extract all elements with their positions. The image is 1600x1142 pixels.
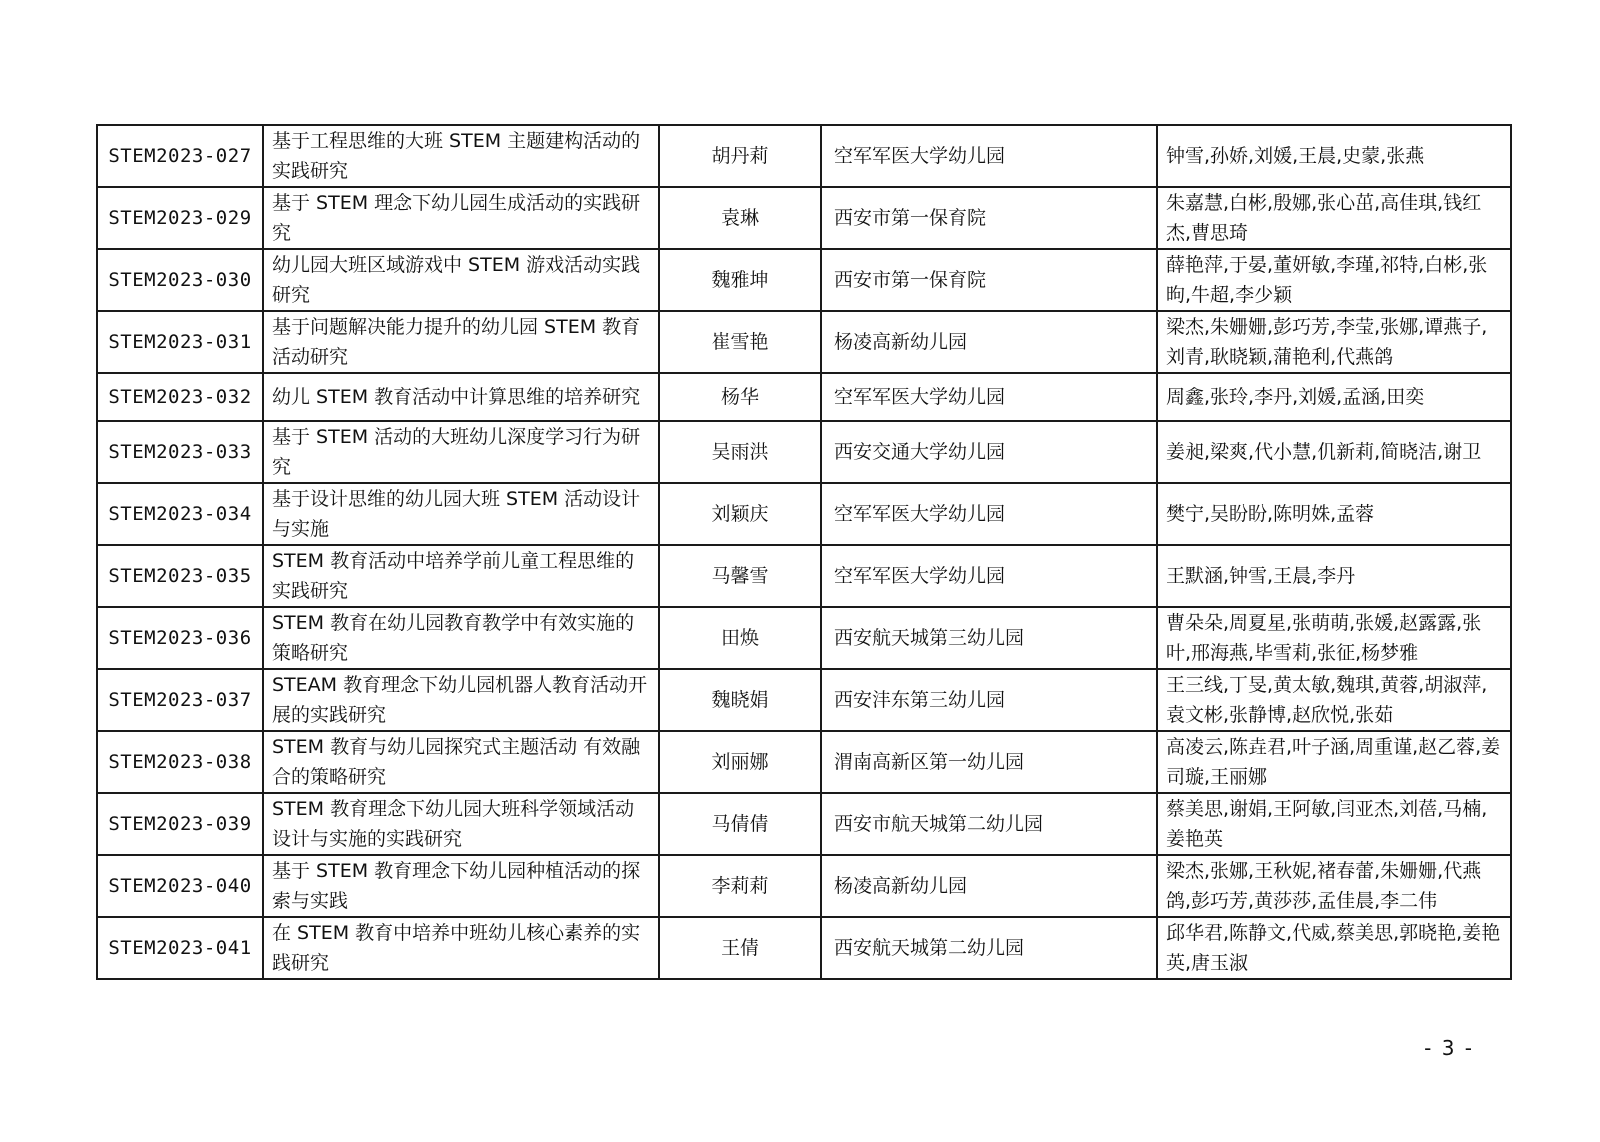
project-leader: 魏晓娟	[659, 669, 821, 731]
project-title: 基于 STEM 教育理念下幼儿园种植活动的探索与实践	[263, 855, 659, 917]
project-title: 基于 STEM 活动的大班幼儿深度学习行为研究	[263, 421, 659, 483]
project-title: 基于设计思维的幼儿园大班 STEM 活动设计与实施	[263, 483, 659, 545]
project-members: 钟雪,孙娇,刘媛,王晨,史蒙,张燕	[1157, 125, 1511, 187]
project-leader: 刘颖庆	[659, 483, 821, 545]
table-row	[97, 421, 1511, 483]
page-number: - 3 -	[1424, 1036, 1474, 1060]
project-unit: 西安市航天城第二幼儿园	[821, 793, 1157, 855]
project-unit: 杨凌高新幼儿园	[821, 311, 1157, 373]
project-unit: 空军军医大学幼儿园	[821, 373, 1157, 421]
project-members: 梁杰,朱姗姗,彭巧芳,李莹,张娜,谭燕子,刘青,耿晓颖,蒲艳利,代燕鸽	[1157, 311, 1511, 373]
project-title: STEM 教育与幼儿园探究式主题活动 有效融合的策略研究	[263, 731, 659, 793]
project-id: STEM2023-032	[97, 373, 263, 421]
project-leader: 魏雅坤	[659, 249, 821, 311]
project-id: STEM2023-034	[97, 483, 263, 545]
project-leader: 吴雨洪	[659, 421, 821, 483]
project-members: 蔡美思,谢娟,王阿敏,闫亚杰,刘蓓,马楠,姜艳英	[1157, 793, 1511, 855]
table-row	[97, 917, 1511, 979]
project-members: 朱嘉慧,白彬,殷娜,张心茁,高佳琪,钱红杰,曹思琦	[1157, 187, 1511, 249]
project-id: STEM2023-033	[97, 421, 263, 483]
project-title: STEAM 教育理念下幼儿园机器人教育活动开展的实践研究	[263, 669, 659, 731]
project-leader: 马倩倩	[659, 793, 821, 855]
project-id: STEM2023-040	[97, 855, 263, 917]
project-title: 基于 STEM 理念下幼儿园生成活动的实践研究	[263, 187, 659, 249]
project-table-body	[97, 125, 1511, 979]
project-id: STEM2023-030	[97, 249, 263, 311]
project-title: 基于问题解决能力提升的幼儿园 STEM 教育活动研究	[263, 311, 659, 373]
project-unit: 西安交通大学幼儿园	[821, 421, 1157, 483]
project-members: 周鑫,张玲,李丹,刘媛,孟涵,田奕	[1157, 373, 1511, 421]
project-members: 樊宁,吴盼盼,陈明姝,孟蓉	[1157, 483, 1511, 545]
project-leader: 杨华	[659, 373, 821, 421]
project-unit: 西安航天城第三幼儿园	[821, 607, 1157, 669]
project-title: 幼儿 STEM 教育活动中计算思维的培养研究	[263, 373, 659, 421]
table-row	[97, 855, 1511, 917]
project-id: STEM2023-035	[97, 545, 263, 607]
project-leader: 田焕	[659, 607, 821, 669]
project-title: STEM 教育活动中培养学前儿童工程思维的实践研究	[263, 545, 659, 607]
table-row	[97, 125, 1511, 187]
table-row	[97, 793, 1511, 855]
project-unit: 杨凌高新幼儿园	[821, 855, 1157, 917]
table-row	[97, 669, 1511, 731]
table-row	[97, 373, 1511, 421]
table-row	[97, 311, 1511, 373]
project-unit: 空军军医大学幼儿园	[821, 483, 1157, 545]
project-id: STEM2023-041	[97, 917, 263, 979]
project-id: STEM2023-037	[97, 669, 263, 731]
project-members: 姜昶,梁爽,代小慧,仉新莉,简晓洁,谢卫	[1157, 421, 1511, 483]
project-unit: 空军军医大学幼儿园	[821, 125, 1157, 187]
project-unit: 西安航天城第二幼儿园	[821, 917, 1157, 979]
project-unit: 西安市第一保育院	[821, 249, 1157, 311]
project-title: STEM 教育在幼儿园教育教学中有效实施的策略研究	[263, 607, 659, 669]
table-row	[97, 483, 1511, 545]
project-id: STEM2023-036	[97, 607, 263, 669]
table-row	[97, 545, 1511, 607]
project-leader: 刘丽娜	[659, 731, 821, 793]
project-members: 梁杰,张娜,王秋妮,褚春蕾,朱姗姗,代燕鸽,彭巧芳,黄莎莎,孟佳晨,李二伟	[1157, 855, 1511, 917]
project-members: 曹朵朵,周夏星,张萌萌,张媛,赵露露,张叶,邢海燕,毕雪莉,张征,杨梦雅	[1157, 607, 1511, 669]
project-title: 基于工程思维的大班 STEM 主题建构活动的实践研究	[263, 125, 659, 187]
project-unit: 空军军医大学幼儿园	[821, 545, 1157, 607]
project-leader: 王倩	[659, 917, 821, 979]
project-leader: 袁琳	[659, 187, 821, 249]
project-members: 王默涵,钟雪,王晨,李丹	[1157, 545, 1511, 607]
project-leader: 李莉莉	[659, 855, 821, 917]
project-leader: 胡丹莉	[659, 125, 821, 187]
project-id: STEM2023-038	[97, 731, 263, 793]
project-id: STEM2023-029	[97, 187, 263, 249]
project-id: STEM2023-039	[97, 793, 263, 855]
project-table	[96, 124, 1512, 980]
project-members: 高凌云,陈垚君,叶子涵,周重谨,赵乙蓉,姜司璇,王丽娜	[1157, 731, 1511, 793]
project-id: STEM2023-031	[97, 311, 263, 373]
project-unit: 西安市第一保育院	[821, 187, 1157, 249]
project-members: 王三线,丁旻,黄太敏,魏琪,黄蓉,胡淑萍,袁文彬,张静博,赵欣悦,张茹	[1157, 669, 1511, 731]
project-title: 幼儿园大班区域游戏中 STEM 游戏活动实践研究	[263, 249, 659, 311]
project-id: STEM2023-027	[97, 125, 263, 187]
project-unit: 西安沣东第三幼儿园	[821, 669, 1157, 731]
table-row	[97, 731, 1511, 793]
table-row	[97, 187, 1511, 249]
table-row	[97, 249, 1511, 311]
project-title: 在 STEM 教育中培养中班幼儿核心素养的实践研究	[263, 917, 659, 979]
project-members: 邱华君,陈静文,代威,蔡美思,郭晓艳,姜艳英,唐玉淑	[1157, 917, 1511, 979]
project-unit: 渭南高新区第一幼儿园	[821, 731, 1157, 793]
table-row	[97, 607, 1511, 669]
project-title: STEM 教育理念下幼儿园大班科学领域活动设计与实施的实践研究	[263, 793, 659, 855]
project-members: 薛艳萍,于晏,董妍敏,李瑾,祁特,白彬,张昫,牛超,李少颖	[1157, 249, 1511, 311]
project-leader: 马馨雪	[659, 545, 821, 607]
project-leader: 崔雪艳	[659, 311, 821, 373]
